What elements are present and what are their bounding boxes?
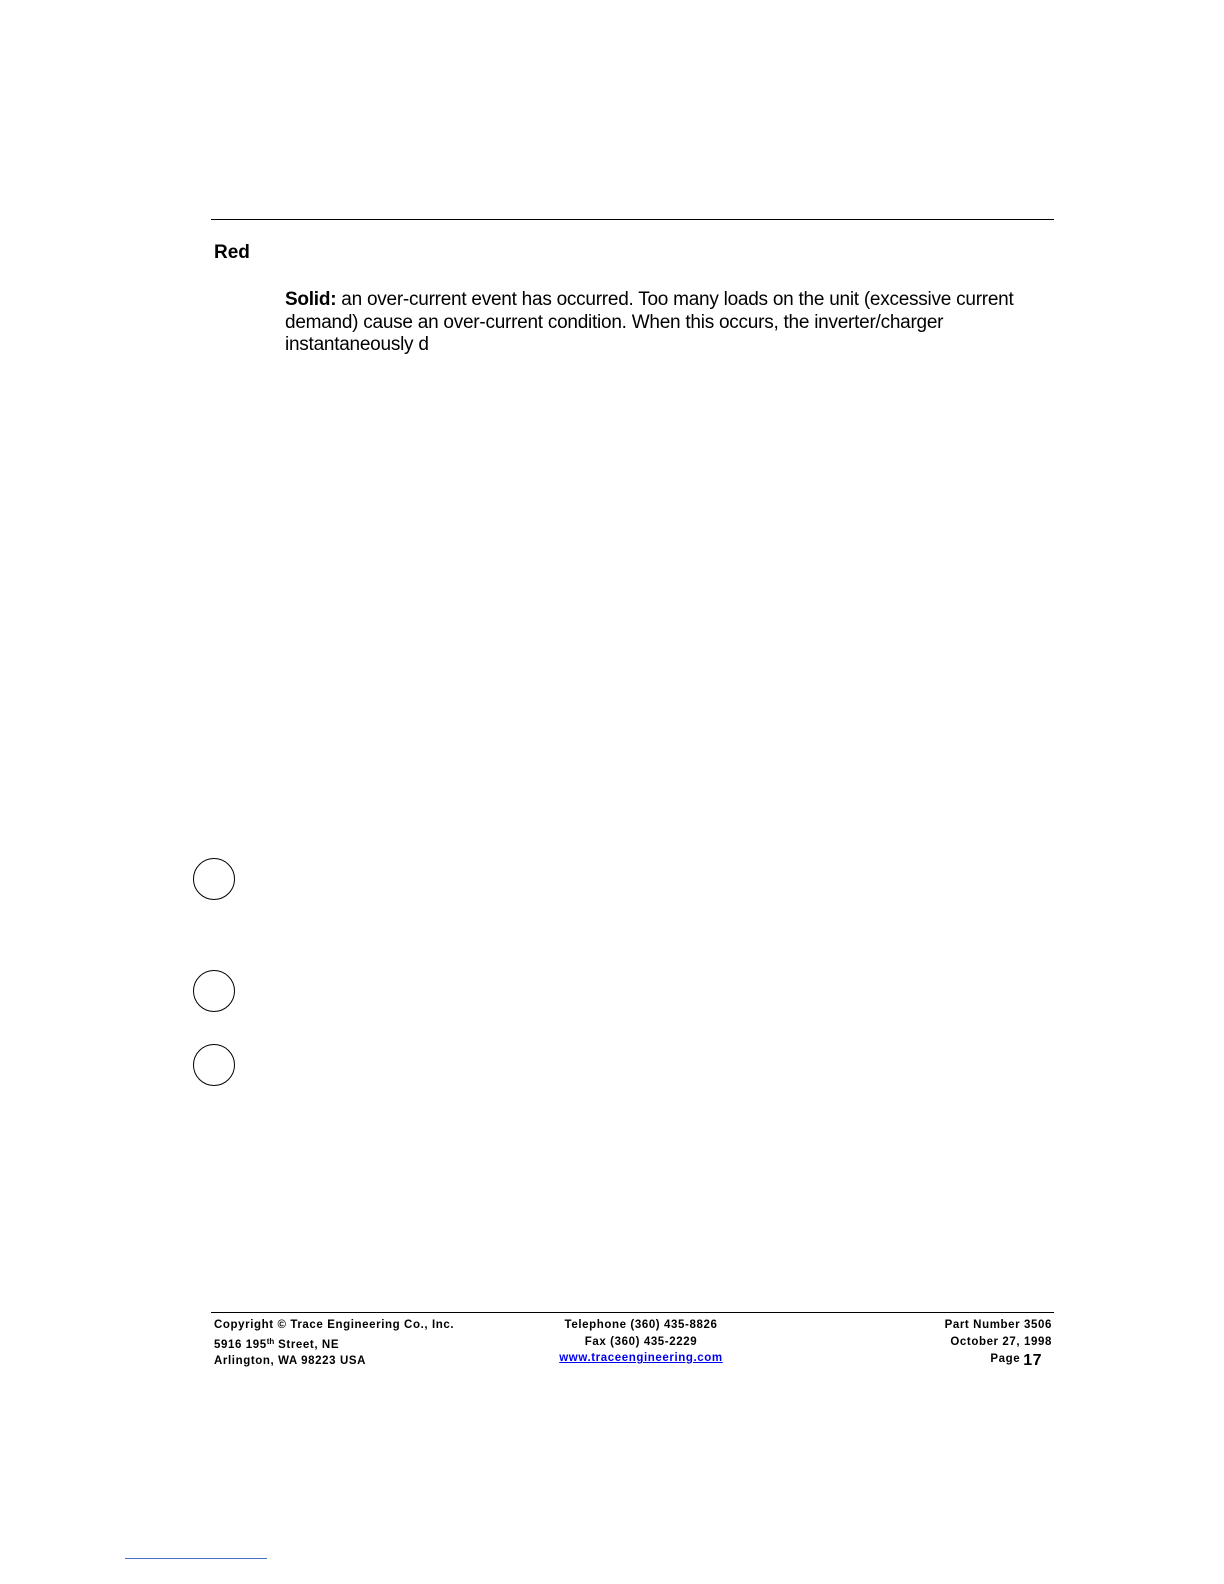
footer-contact-info	[541, 1317, 741, 1367]
footer-divider	[211, 1312, 1054, 1313]
callout-circle	[193, 970, 235, 1012]
telephone: Telephone (360) 435-8826	[564, 1319, 718, 1331]
part-number: Part Number 3506	[944, 1319, 1052, 1331]
city-line: Arlington, WA 98223 USA	[214, 1355, 367, 1367]
page-indicator	[945, 1350, 1052, 1368]
callout-circle	[193, 1044, 235, 1086]
footer-company-info	[214, 1317, 454, 1370]
header-divider	[211, 219, 1054, 220]
street-address	[214, 1334, 454, 1354]
link-underline-fragment	[125, 1558, 267, 1559]
page-label: Page	[990, 1353, 1021, 1365]
callout-circle	[193, 858, 235, 900]
footer-document-info	[945, 1317, 1052, 1368]
body-paragraph	[285, 289, 1055, 357]
copyright-line: Copyright © Trace Engineering Co., Inc.	[214, 1319, 455, 1331]
street-name: Street, NE	[274, 1338, 340, 1351]
paragraph-lead: Solid:	[285, 289, 337, 310]
street-ordinal: th	[266, 1336, 275, 1346]
street-number: 5916 195	[214, 1338, 267, 1351]
document-date: October 27, 1998	[950, 1335, 1052, 1348]
paragraph-text: an over-current event has occurred. Too many loads on the unit (excessive current demand) cause an over-current condition. When this occurs, the inverter/charger instantaneously d	[285, 289, 1014, 355]
fax: Fax (360) 435-2229	[584, 1335, 698, 1348]
section-heading: Red	[214, 242, 250, 263]
page-number: 17	[1023, 1352, 1042, 1369]
website-link[interactable]: www.traceengineering.com	[559, 1352, 723, 1364]
